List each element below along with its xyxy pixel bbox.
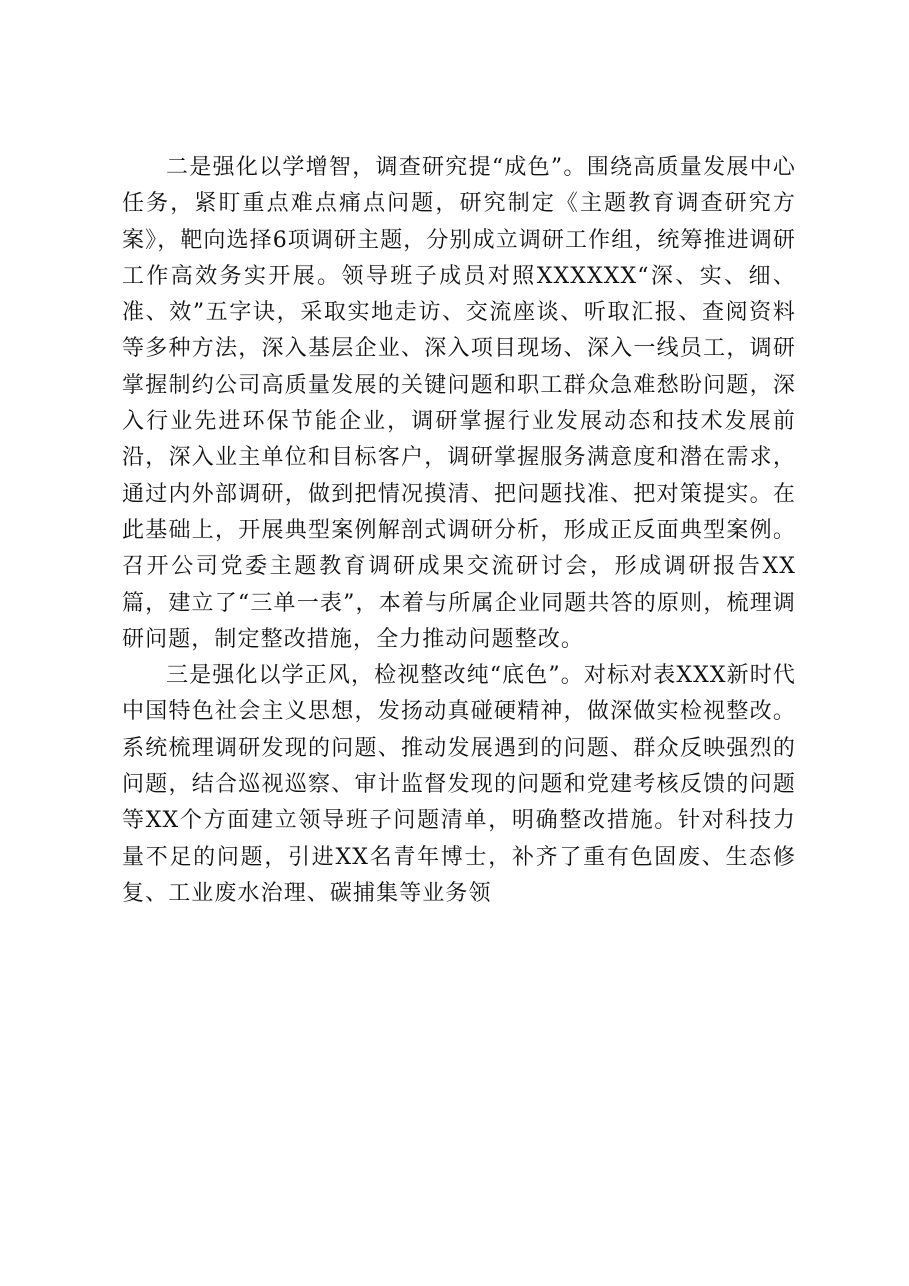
paragraph-research: 二是强化以学增智，调查研究提“成色”。围绕高质量发展中心任务，紧盯重点难点痛点问题，研究制定《主题教育调查研究方案》，靶向选择6项调研主题，分别成立调研工作组，统筹推进调研工作高效务实开展。领导班子成员对照XXXXXX“深、实、细、准、效”五字诀，采取实地走访、交流座谈、听取汇报、查阅资料等多种方法，深入基层企业、深入项目现场、深入一线员工，调研掌握制约公司高质量发展的关键问题和职工群众急难愁盼问题，深入行业先进环保节能企业，调研掌握行业发展动态和技术发展前沿，深入业主单位和目标客户，调研掌握服务满意度和潜在需求，通过内外部调研，做到把情况摸清、把问题找准、把对策提实。在此基础上，开展典型案例解剖式调研分析，形成正反面典型案例。召开公司党委主题教育调研成果交流研讨会，形成调研报告XX篇，建立了“三单一表”，本着与所属企业同题共答的原则，梳理调研问题，制定整改措施，全力推动问题整改。: [122, 155, 796, 652]
document-body: [122, 150, 796, 912]
paragraph-rectification: 三是强化以学正风，检视整改纯“底色”。对标对表XXX新时代中国特色社会主义思想，发扬动真碰硬精神，做深做实检视整改。系统梳理调研发现的问题、推动发展遇到的问题、群众反映强烈的问题，结合巡视巡察、审计监督发现的问题和党建考核反馈的问题等XX个方面建立领导班子问题清单，明确整改措施。针对科技力量不足的问题，引进XX名青年博士，补齐了重有色固废、生态修复、工业废水治理、碳捕集等业务领: [122, 663, 796, 906]
